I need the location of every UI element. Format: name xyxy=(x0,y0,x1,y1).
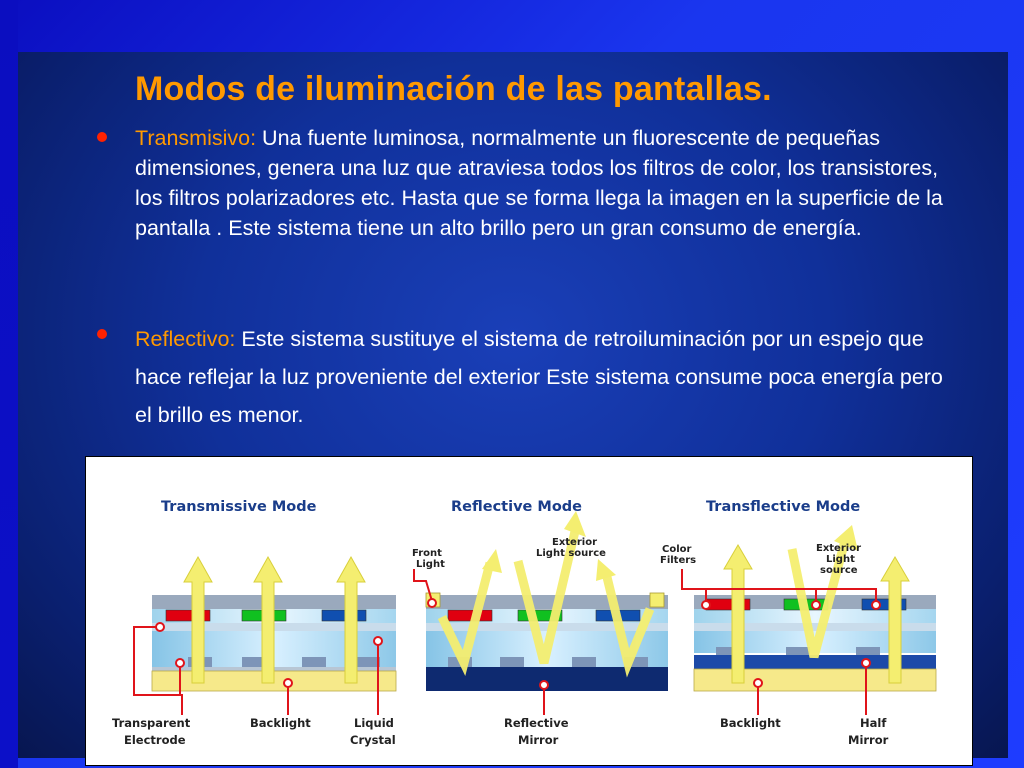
label-color-filters-2: Filters xyxy=(660,555,697,566)
label-liquid-crystal: Liquid xyxy=(354,716,394,730)
slide-title: Modos de iluminación de las pantallas. xyxy=(135,70,772,108)
label-reflective-mirror-2: Mirror xyxy=(518,733,559,747)
label-exterior-light-2: Light source xyxy=(536,548,606,559)
mode-title-transmissive: Transmissive Mode xyxy=(161,499,317,515)
bullet-transmissive xyxy=(135,123,945,243)
bullet-reflective xyxy=(135,320,945,434)
bullet-dot-icon xyxy=(97,329,107,339)
label-backlight: Backlight xyxy=(250,716,311,730)
bullet-lead: Reflectivo: xyxy=(135,327,236,351)
label-backlight-transflective: Backlight xyxy=(720,716,781,730)
bullet-dot-icon xyxy=(97,132,107,142)
mode-title-reflective: Reflective Mode xyxy=(451,499,583,515)
label-transparent-electrode: Transparent xyxy=(112,716,191,730)
label-half-mirror: Half xyxy=(860,716,887,730)
label-front-light-2: Light xyxy=(416,559,445,570)
mode-title-transflective: Transflective Mode xyxy=(706,499,861,515)
label-ext-light-t: Exterior xyxy=(816,543,862,554)
bullet-text: Este sistema sustituye el sistema de retroiluminación por un espejo que hace reflejar la luz proveniente del exterior Este sistema consume poca energía pero el brillo es menor. xyxy=(135,327,943,427)
label-transparent-electrode-2: Electrode xyxy=(124,733,186,747)
lcd-modes-diagram xyxy=(85,456,973,766)
label-exterior-light: Exterior xyxy=(552,537,598,548)
bullet-lead: Transmisivo: xyxy=(135,126,257,150)
slide-edge xyxy=(0,0,18,768)
label-liquid-crystal-2: Crystal xyxy=(350,733,396,747)
label-ext-light-t3: source xyxy=(820,565,858,576)
label-ext-light-t2: Light xyxy=(826,554,855,565)
bullet-text: Una fuente luminosa, normalmente un fluorescente de pequeñas dimensiones, genera una luz que atraviesa todos los filtros de color, los transistores, los filtros polarizadores etc. Hasta que se forma llega la imagen en la superficie de la pantalla . Este sistema tiene un alto brillo pero un gran consumo de energía. xyxy=(135,126,943,240)
label-reflective-mirror: Reflective xyxy=(504,716,569,730)
label-half-mirror-2: Mirror xyxy=(848,733,889,747)
label-front-light: Front xyxy=(412,548,442,559)
label-color-filters: Color xyxy=(662,544,692,555)
